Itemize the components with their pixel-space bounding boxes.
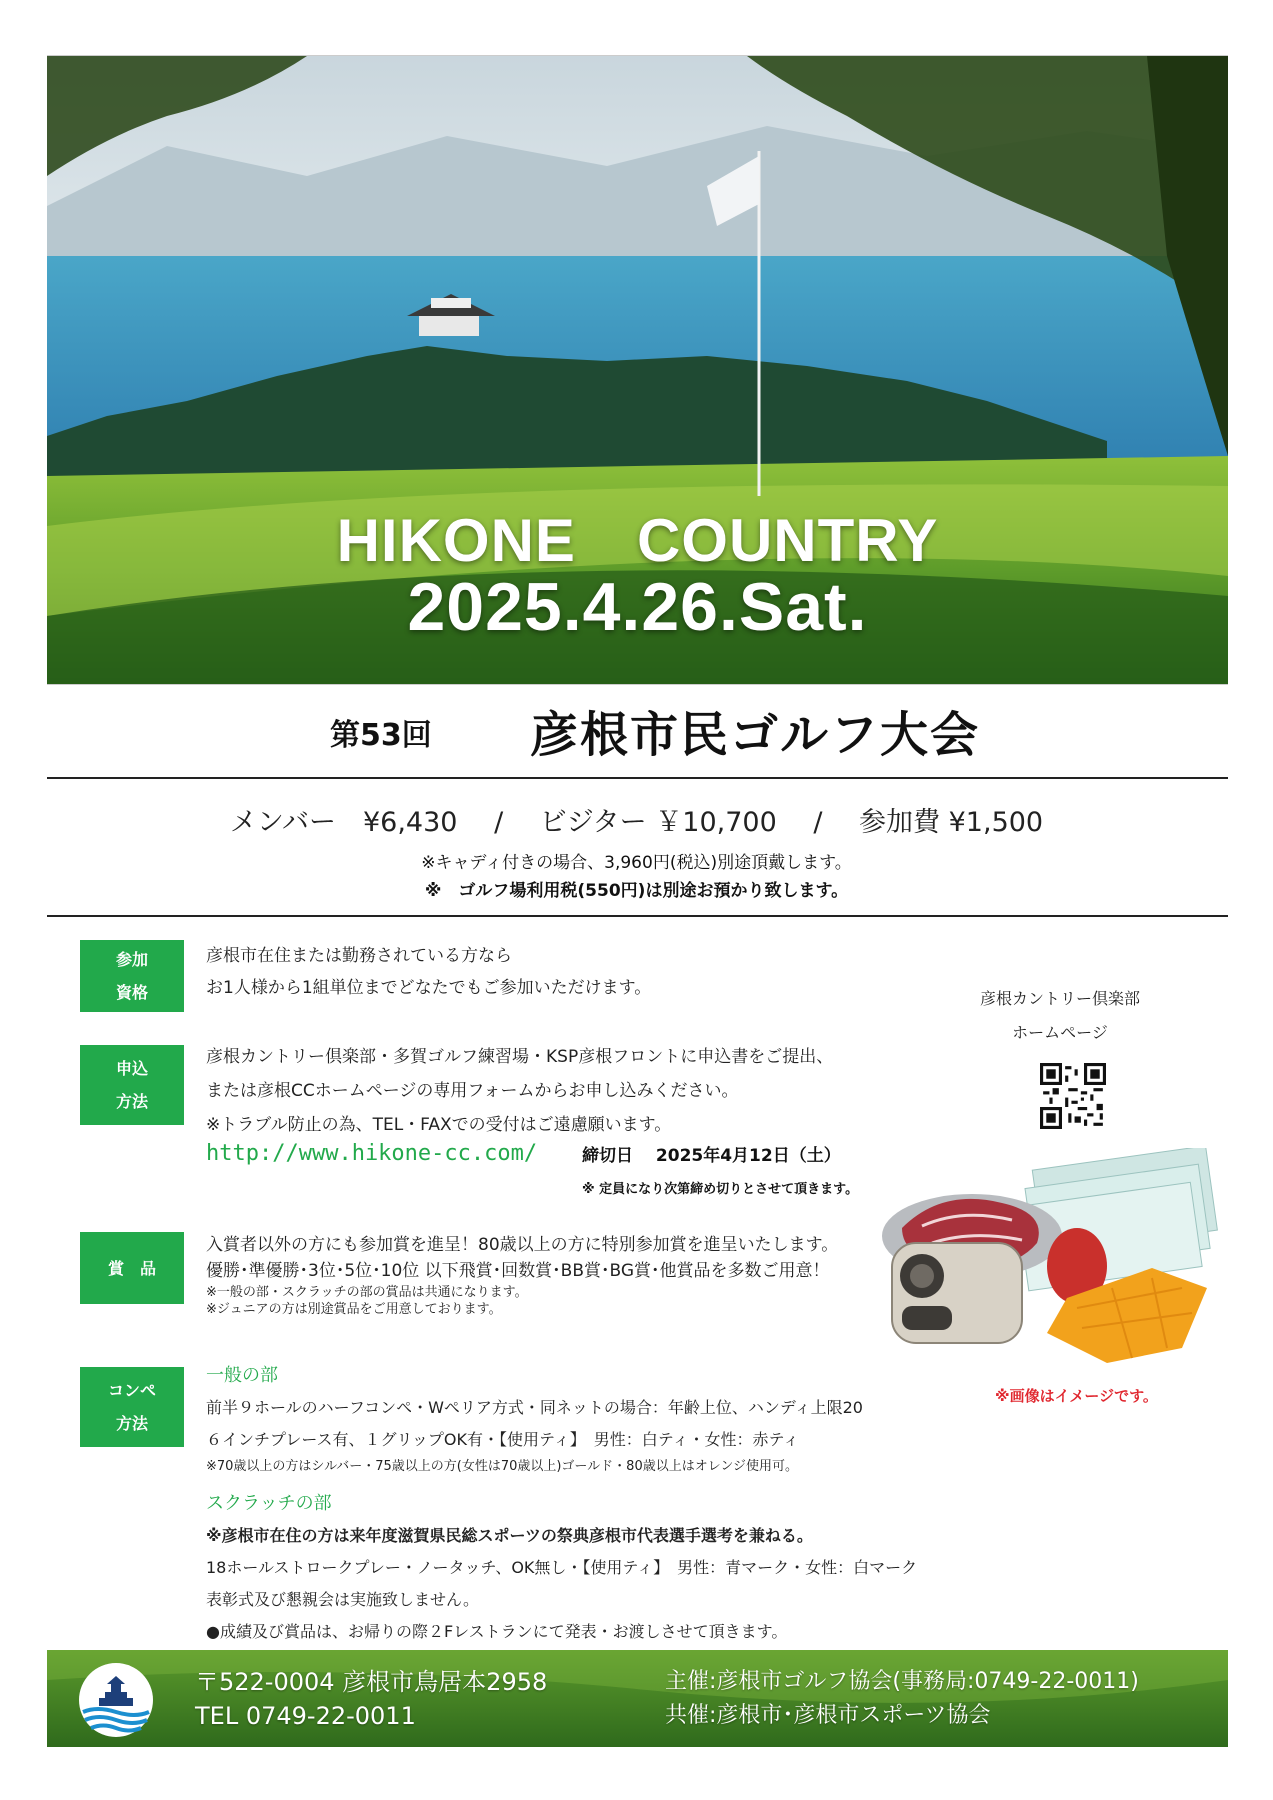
rangefinder-icon: [892, 1243, 1022, 1343]
fee-entry: 参加費 ¥1,500: [859, 807, 1044, 838]
label-text: 方法: [115, 1414, 148, 1433]
footer: [47, 1650, 1228, 1747]
text-line: ※70歳以上の方はシルバー・75歳以上の方(女性は70歳以上)ゴールド・80歳以上はオレンジ使用可。: [206, 1459, 799, 1474]
text-line: ホームページ: [1012, 1023, 1108, 1042]
prizes-text: [206, 1232, 838, 1318]
homepage-label: [945, 982, 1175, 1050]
text-line: 彦根市在住または勤務されている方なら: [206, 946, 512, 966]
footer-address: 〒522-0004 彦根市鳥居本2958: [195, 1668, 548, 1696]
caddie-note: ※キャディ付きの場合、3,960円(税込)別途頂戴します。: [421, 853, 852, 873]
text-line: ※ジュニアの方は別途賞品をご用意しております。: [206, 1302, 502, 1317]
label-text: コンペ: [107, 1381, 156, 1400]
text-line: お1人様から1組単位までどなたでもご参加いただけます。: [206, 978, 652, 998]
footer-co-organizer: 共催:彦根市･彦根市スポーツ協会: [665, 1703, 991, 1728]
hero-image: [47, 55, 1228, 685]
label-apply: [80, 1045, 184, 1125]
text-line: 18ホールストロークプレー・ノータッチ、OK無し・【使用ティ】 男性：青マーク・女性：白マーク: [206, 1558, 918, 1577]
text-line: 前半９ホールのハーフコンペ・Wペリア方式・同ネットの場合：年齢上位、ハンディ上限20: [206, 1398, 863, 1417]
castle-logo-icon: [77, 1662, 155, 1738]
fee-member: メンバー ¥6,430: [229, 807, 458, 838]
label-text: 賞 品: [107, 1258, 156, 1278]
text-line: 彦根カントリー倶楽部・多賀ゴルフ練習場・KSP彦根フロントに申込書をご提出、: [206, 1047, 834, 1067]
fee-separator: /: [813, 807, 823, 838]
prize-image: [862, 1148, 1222, 1378]
image-disclaimer: ※画像はイメージです。: [995, 1387, 1158, 1405]
text-line: ●成績及び賞品は、お帰りの際２Fレストランにて発表・お渡しさせて頂きます。: [206, 1622, 788, 1641]
hero-date: 2025.4.26.Sat.: [407, 569, 868, 645]
footer-tel: TEL 0749-22-0011: [195, 1702, 416, 1730]
qr-code-icon[interactable]: [1040, 1063, 1106, 1129]
competition-text: [206, 1360, 917, 1648]
label-text: 申込: [115, 1059, 148, 1078]
section-heading: スクラッチの部: [206, 1493, 332, 1514]
text-line: 表彰式及び懇親会は実施致しません。: [206, 1590, 479, 1609]
event-name: 彦根市民ゴルフ大会: [530, 707, 981, 763]
fee-visitor: ビジター ￥10,700: [539, 807, 777, 838]
text-line: 彦根カントリー倶楽部: [979, 989, 1140, 1008]
tax-note: ※ ゴルフ場利用税(550円)は別途お預かり致します。: [424, 881, 849, 901]
section-heading: 一般の部: [206, 1365, 278, 1386]
text-line: ※一般の部・スクラッチの部の賞品は共通になります。: [206, 1285, 528, 1300]
text-line: ※トラブル防止の為、TEL・FAXでの受付はご遠慮願います。: [206, 1115, 672, 1135]
fee-list: [0, 800, 1273, 839]
fee-separator: /: [494, 807, 504, 838]
label-text: 参加: [115, 950, 148, 969]
label-text: 方法: [115, 1092, 148, 1111]
text-line: ６インチプレース有、１グリップOK有・【使用ティ】 男性：白ティ・女性：赤ティ: [206, 1430, 800, 1449]
divider: [47, 777, 1228, 779]
deadline: 締切日 2025年4月12日（土）: [582, 1146, 841, 1166]
eligibility-text: [206, 940, 651, 1004]
label-competition: [80, 1367, 184, 1447]
page-title: [0, 696, 1273, 766]
divider: [47, 915, 1228, 917]
text-line: または彦根CCホームページの専用フォームからお申し込みください。: [206, 1081, 739, 1101]
label-text: 資格: [115, 983, 148, 1002]
edition-number: 第53回: [330, 718, 432, 753]
hero-venue: HIKONE COUNTRY: [336, 507, 939, 574]
label-prizes: [80, 1232, 184, 1304]
text-line: ※彦根市在住の方は来年度滋賀県民総スポーツの祭典彦根市代表選手選考を兼ねる。: [206, 1526, 813, 1545]
label-eligibility: [80, 940, 184, 1012]
text-line: 優勝･準優勝･3位･5位･10位 以下飛賞･回数賞･BB賞･BG賞･他賞品を多数ご用意！: [206, 1261, 830, 1281]
homepage-link[interactable]: http://www.hikone-cc.com/: [206, 1141, 538, 1166]
footer-organizer: 主催:彦根市ゴルフ協会(事務局:0749-22-0011): [665, 1669, 1139, 1694]
deadline-note: ※ 定員になり次第締め切りとさせて頂きます。: [582, 1182, 859, 1197]
apply-text: [206, 1040, 833, 1142]
text-line: 入賞者以外の方にも参加賞を進呈！80歳以上の方に特別参加賞を進呈いたします。: [206, 1235, 839, 1255]
